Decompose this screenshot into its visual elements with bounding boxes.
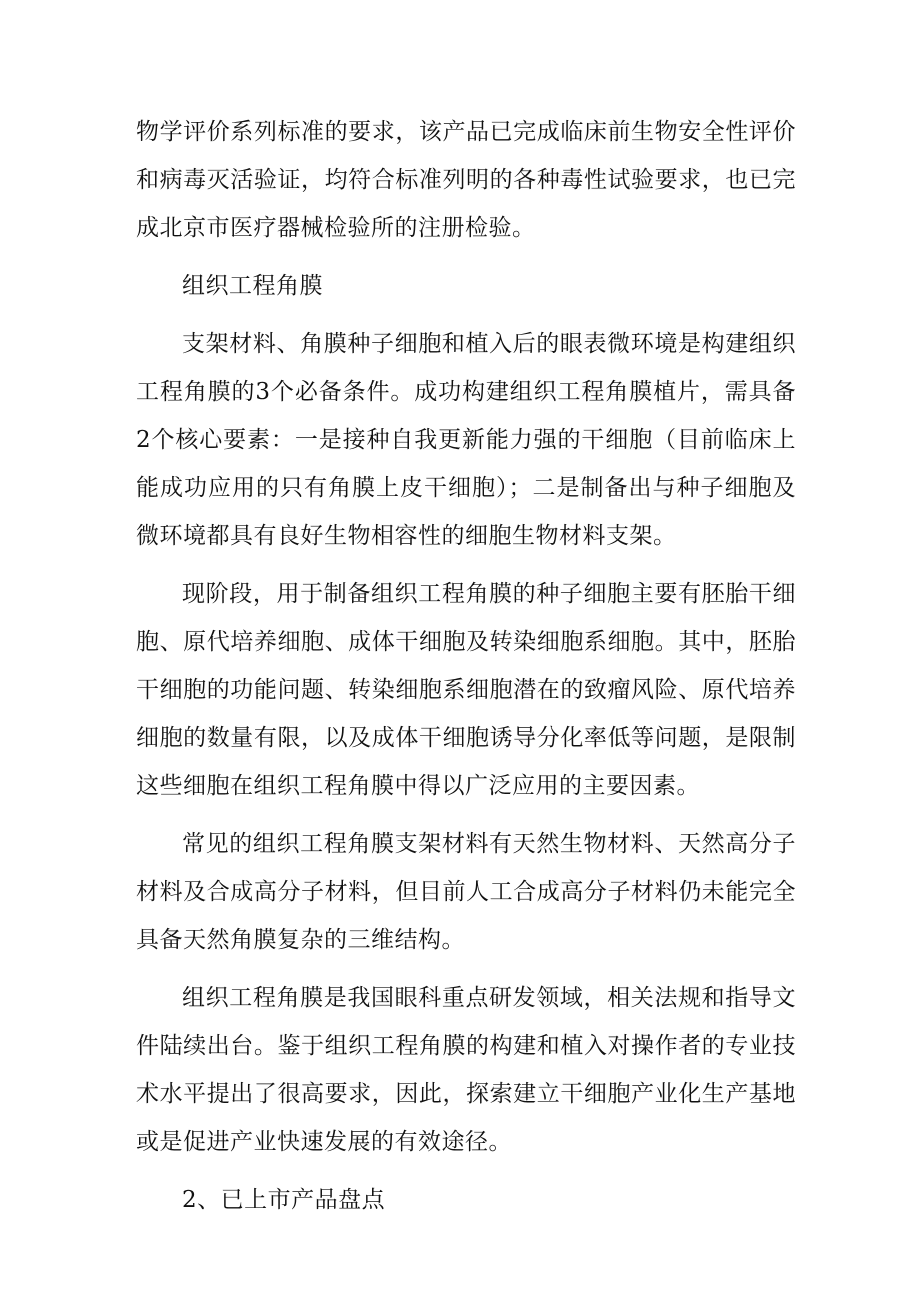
section-heading-marketed-products: 2、已上市产品盘点 [182, 1187, 386, 1213]
document-body [136, 108, 796, 1234]
paragraph-seed-cells: 现阶段，用于制备组织工程角膜的种子细胞主要有胚胎干细胞、原代培养细胞、成体干细胞及转染细胞系细胞。其中，胚胎干细胞的功能问题、转染细胞系细胞潜在的致瘤风险、原代培养细胞的数量有限，以及成体干细胞诱导分化率低等问题，是限制这些细胞在组织工程角膜中得以广泛应用的主要因素。 [136, 581, 796, 799]
paragraph-scaffold-materials: 常见的组织工程角膜支架材料有天然生物材料、天然高分子材料及合成高分子材料，但目前人工合成高分子材料仍未能完全具备天然角膜复杂的三维结构。 [136, 831, 796, 953]
paragraph-research-field: 组织工程角膜是我国眼科重点研发领域，相关法规和指导文件陆续出台。鉴于组织工程角膜的构建和植入对操作者的专业技术水平提出了很高要求，因此，探索建立干细胞产业化生产基地或是促进产业快速发展的有效途径。 [136, 985, 796, 1155]
paragraph-conditions: 支架材料、角膜种子细胞和植入后的眼表微环境是构建组织工程角膜的3个必备条件。成功构建组织工程角膜植片，需具备2个核心要素：一是接种自我更新能力强的干细胞（目前临床上能成功应用的只有角膜上皮干细胞）；二是制备出与种子细胞及微环境都具有良好生物相容性的细胞生物材料支架。 [136, 331, 796, 549]
section-heading-tissue-engineered-cornea: 组织工程角膜 [182, 273, 323, 299]
paragraph-continuation: 物学评价系列标准的要求，该产品已完成临床前生物安全性评价和病毒灭活验证，均符合标准列明的各种毒性试验要求，也已完成北京市医疗器械检验所的注册检验。 [136, 119, 796, 241]
